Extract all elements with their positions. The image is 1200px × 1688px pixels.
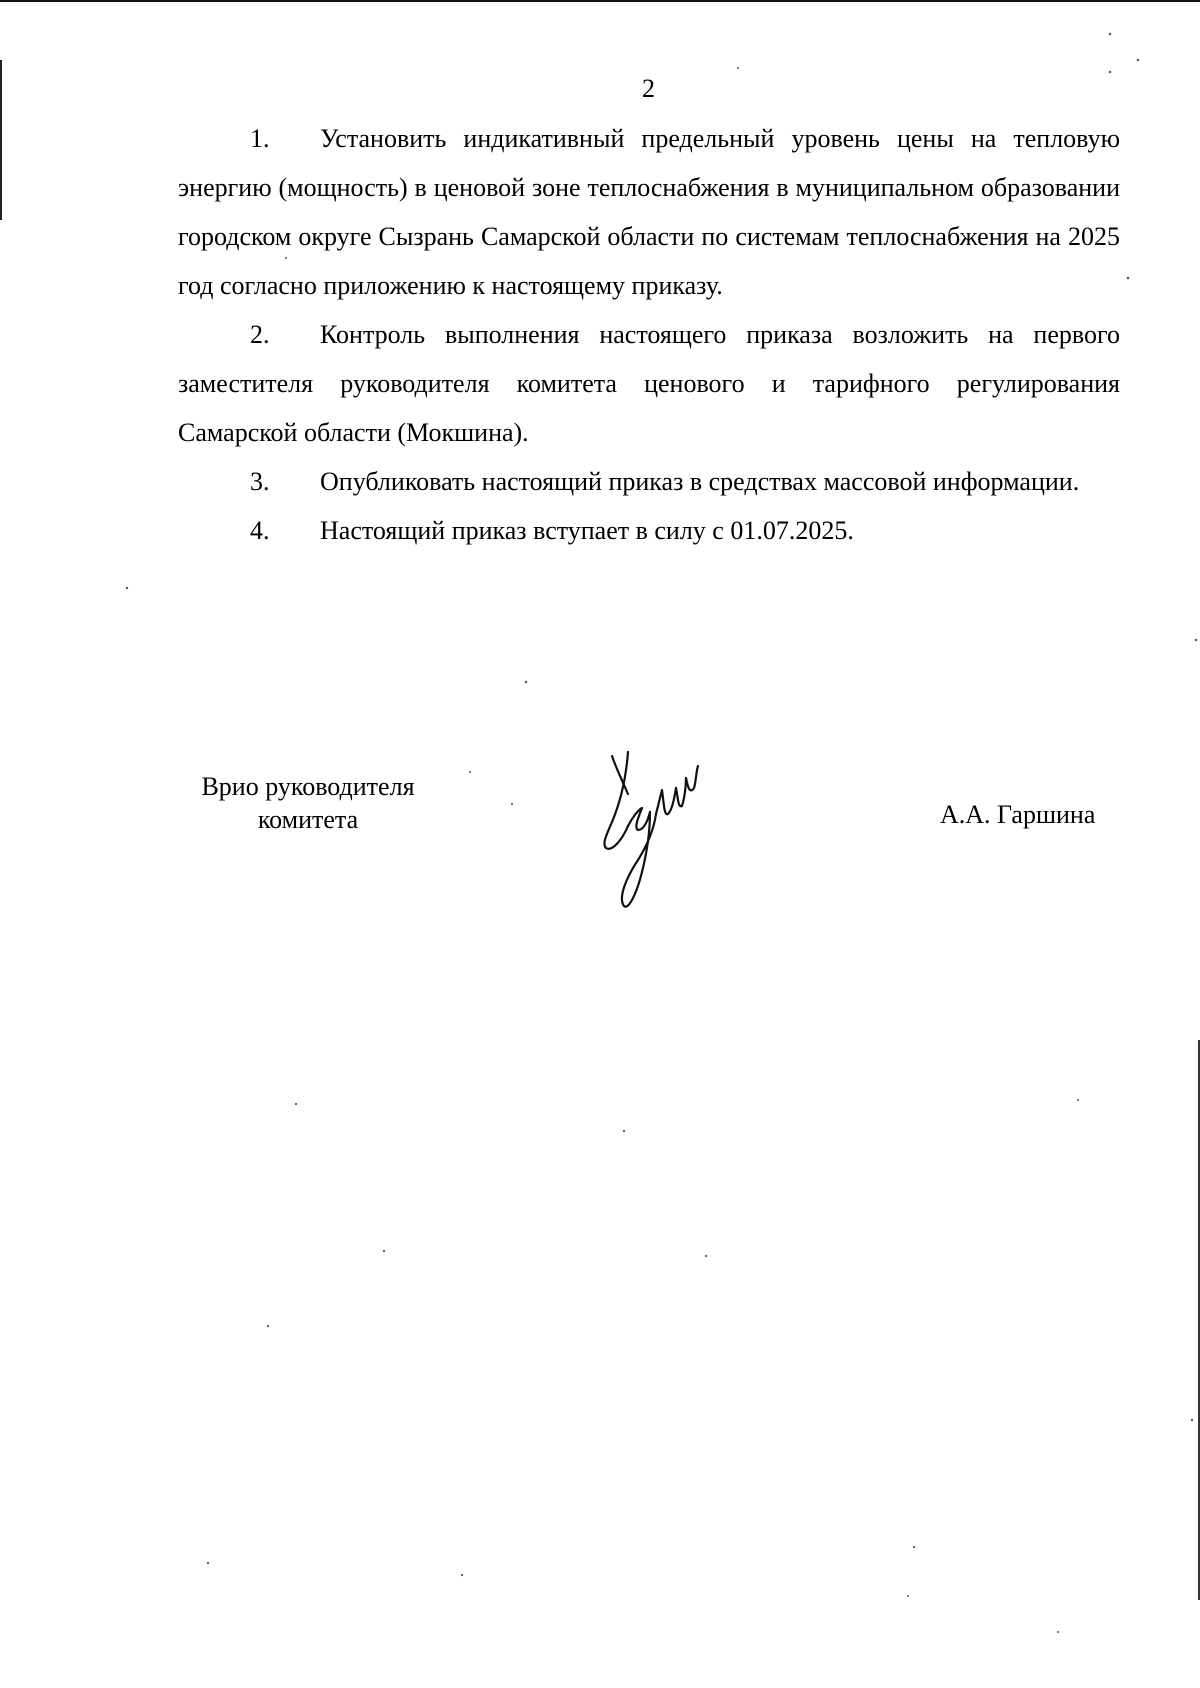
item-text: Настоящий приказ вступает в силу с 01.07.2025. — [320, 516, 854, 545]
item-number: 2. — [250, 320, 270, 349]
order-item-1 — [178, 114, 1120, 310]
signatory-position-line1: Врио руководителя — [201, 772, 415, 801]
order-item-3 — [178, 457, 1120, 506]
signature-block — [0, 760, 1200, 930]
item-text: Установить индикативный предельный уровень цены на тепловую энергию (мощность) в ценовой зоне теплоснабжения в муниципальном образовании городском округе Сызрань Самарской области по системам теплоснабжения на 2025 год согласно приложению к настоящему приказу. — [178, 124, 1120, 300]
item-number: 1. — [250, 124, 270, 153]
signatory-position-line2: комитета — [257, 805, 359, 834]
item-number: 3. — [250, 467, 270, 496]
page-number: 2 — [642, 74, 655, 103]
signatory-position — [178, 770, 438, 836]
item-text: Опубликовать настоящий приказ в средствах массовой информации. — [320, 467, 1080, 496]
signatory-name: А.А. Гаршина — [940, 800, 1096, 829]
order-body — [178, 114, 1120, 555]
handwritten-signature — [598, 748, 706, 918]
order-item-4 — [178, 506, 1120, 555]
item-number: 4. — [250, 516, 270, 545]
scan-top-edge — [0, 0, 1200, 2]
order-item-2 — [178, 310, 1120, 457]
item-text: Контроль выполнения настоящего приказа возложить на первого заместителя руководителя комитета ценового и тарифного регулирования Самарской области (Мокшина). — [178, 320, 1120, 447]
